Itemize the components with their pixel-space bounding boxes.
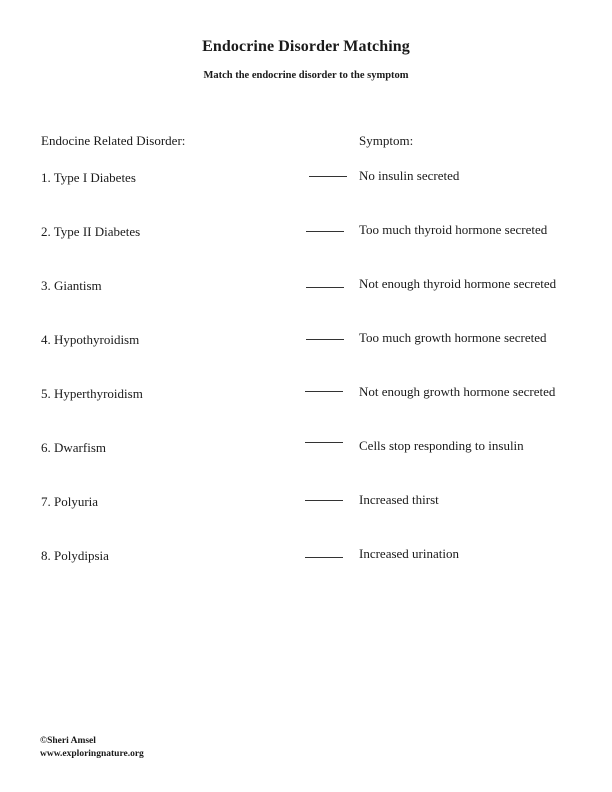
matching-row xyxy=(0,384,612,404)
disorder-label: 4. Hypothyroidism xyxy=(41,332,140,347)
disorder-label: 5. Hyperthyroidism xyxy=(41,386,143,401)
disorder-label: 8. Polydipsia xyxy=(41,548,109,563)
matching-row xyxy=(0,438,612,458)
disorder-label: 2. Type II Diabetes xyxy=(41,224,141,239)
symptom-label: Not enough growth hormone secreted xyxy=(359,384,556,399)
disorder-column-header: Endocine Related Disorder: xyxy=(41,133,186,148)
worksheet-subtitle: Match the endocrine disorder to the symptom xyxy=(203,70,409,81)
matching-row xyxy=(0,330,612,350)
symptom-label: Increased thirst xyxy=(359,492,439,507)
disorder-label: 7. Polyuria xyxy=(41,494,99,509)
symptom-label: Increased urination xyxy=(359,546,459,561)
symptom-label: Not enough thyroid hormone secreted xyxy=(359,276,557,291)
matching-row xyxy=(0,492,612,512)
matching-row xyxy=(0,276,612,296)
worksheet-title: Endocrine Disorder Matching xyxy=(202,38,410,55)
matching-row xyxy=(0,546,612,566)
symptom-label: Cells stop responding to insulin xyxy=(359,438,524,453)
answer-blank[interactable] xyxy=(306,339,344,340)
symptom-column-header: Symptom: xyxy=(359,133,414,148)
disorder-label: 1. Type I Diabetes xyxy=(41,170,136,185)
footer xyxy=(40,735,144,761)
website-link[interactable]: www.exploringnature.org xyxy=(40,749,144,759)
disorder-label: 6. Dwarfism xyxy=(41,440,106,455)
symptom-label: Too much growth hormone secreted xyxy=(359,330,547,345)
answer-blank[interactable] xyxy=(305,391,343,392)
answer-blank[interactable] xyxy=(309,176,347,177)
matching-row xyxy=(0,222,612,242)
answer-blank[interactable] xyxy=(305,500,343,501)
symptom-label: No insulin secreted xyxy=(359,168,460,183)
answer-blank[interactable] xyxy=(306,231,344,232)
answer-blank[interactable] xyxy=(305,442,343,443)
symptom-label: Too much thyroid hormone secreted xyxy=(359,222,548,237)
answer-blank[interactable] xyxy=(305,557,343,558)
disorder-label: 3. Giantism xyxy=(41,278,102,293)
answer-blank[interactable] xyxy=(306,287,344,288)
copyright-text: ©Sheri Amsel xyxy=(40,736,96,746)
matching-row xyxy=(0,168,612,188)
